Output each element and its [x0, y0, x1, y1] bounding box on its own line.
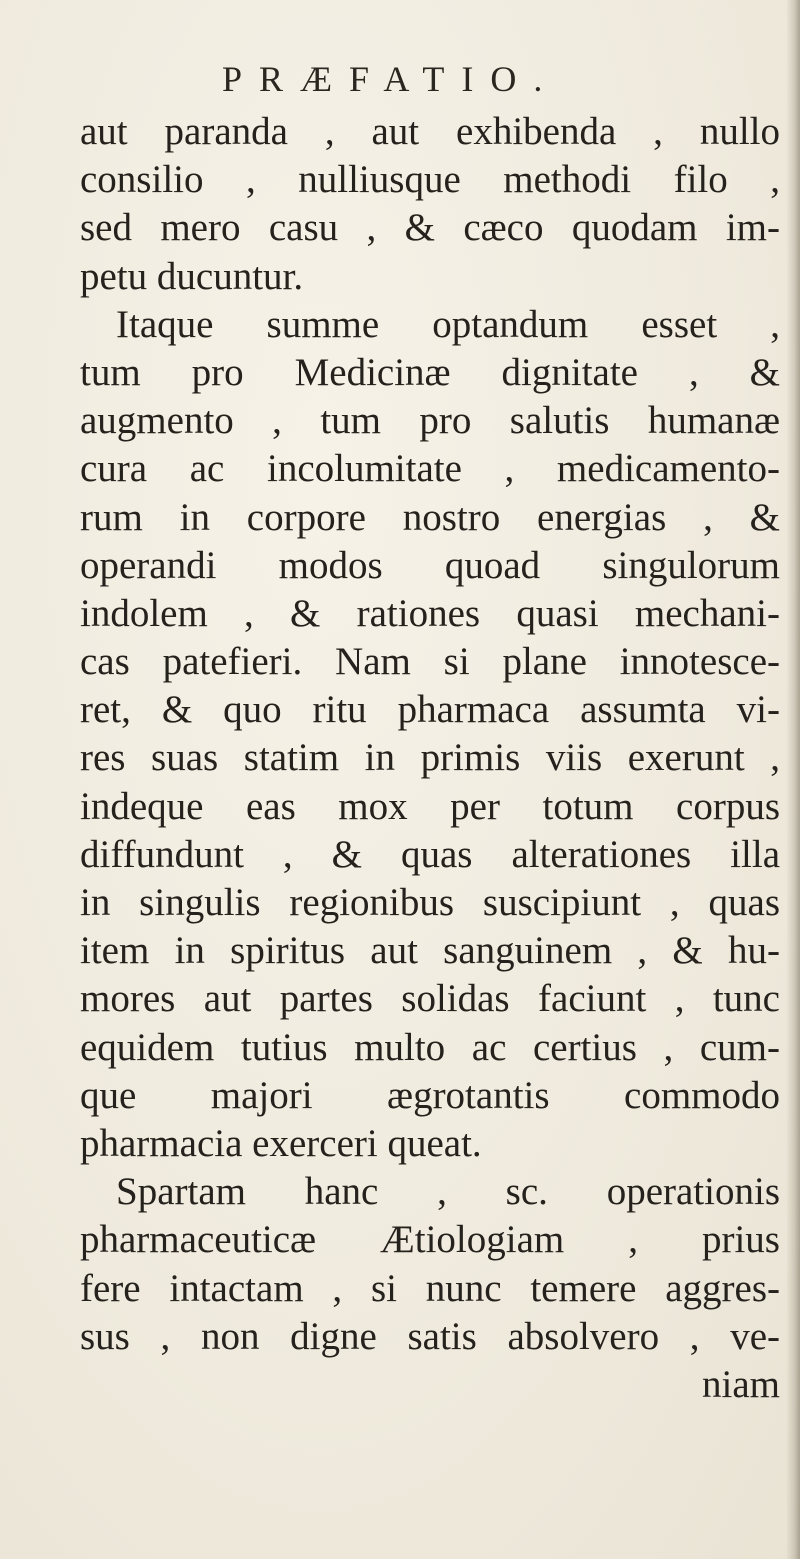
text-line: item in spiritus aut sanguinem , & hu- [80, 929, 780, 973]
text-line: mores aut partes solidas faciunt , tunc [80, 977, 780, 1021]
text-line: pharmaceuticæ Ætiologiam , prius [80, 1218, 780, 1262]
text-line: consilio , nulliusque methodi filo , [80, 158, 780, 202]
text-line: res suas statim in primis viis exerunt , [80, 736, 780, 780]
page-edge-shadow [786, 0, 800, 1559]
text-line: tum pro Medicinæ dignitate , & [80, 350, 780, 394]
text-line: sus , non digne satis absolvero , ve- [80, 1314, 780, 1358]
text-line: que majori ægrotantis commodo [80, 1073, 780, 1117]
text-line: petu ducuntur. [80, 254, 304, 298]
text-line: indolem , & rationes quasi mechani- [80, 591, 780, 635]
text-line: Spartam hanc , sc. operationis [116, 1170, 780, 1214]
text-line: operandi modos quoad singulorum [80, 543, 780, 587]
body-text [80, 108, 780, 1409]
text-line: rum in corpore nostro energias , & [80, 495, 780, 539]
text-line: equidem tutius multo ac certius , cum- [80, 1025, 780, 1069]
text-line: pharmacia exerceri queat. [80, 1121, 482, 1165]
text-line: indeque eas mox per totum corpus [80, 784, 780, 828]
text-line: aut paranda , aut exhibenda , nullo [80, 110, 780, 153]
catchword: niam [702, 1362, 780, 1406]
text-line: in singulis regionibus suscipiunt , quas [80, 881, 780, 924]
running-head: PRÆFATIO. [222, 59, 560, 99]
text-line: Itaque summe optandum esset , [116, 302, 780, 346]
text-line: cas patefieri. Nam si plane innotesce- [80, 640, 780, 684]
text-line: augmento , tum pro salutis humanæ [80, 399, 780, 443]
text-line: cura ac incolumitate , medicamento- [80, 447, 780, 491]
text-line: ret, & quo ritu pharmaca assumta vi- [80, 688, 780, 732]
text-line: fere intactam , si nunc temere aggres- [80, 1266, 780, 1310]
text-line: diffundunt , & quas alterationes illa [80, 832, 780, 876]
text-line: sed mero casu , & cæco quodam im- [80, 206, 780, 250]
